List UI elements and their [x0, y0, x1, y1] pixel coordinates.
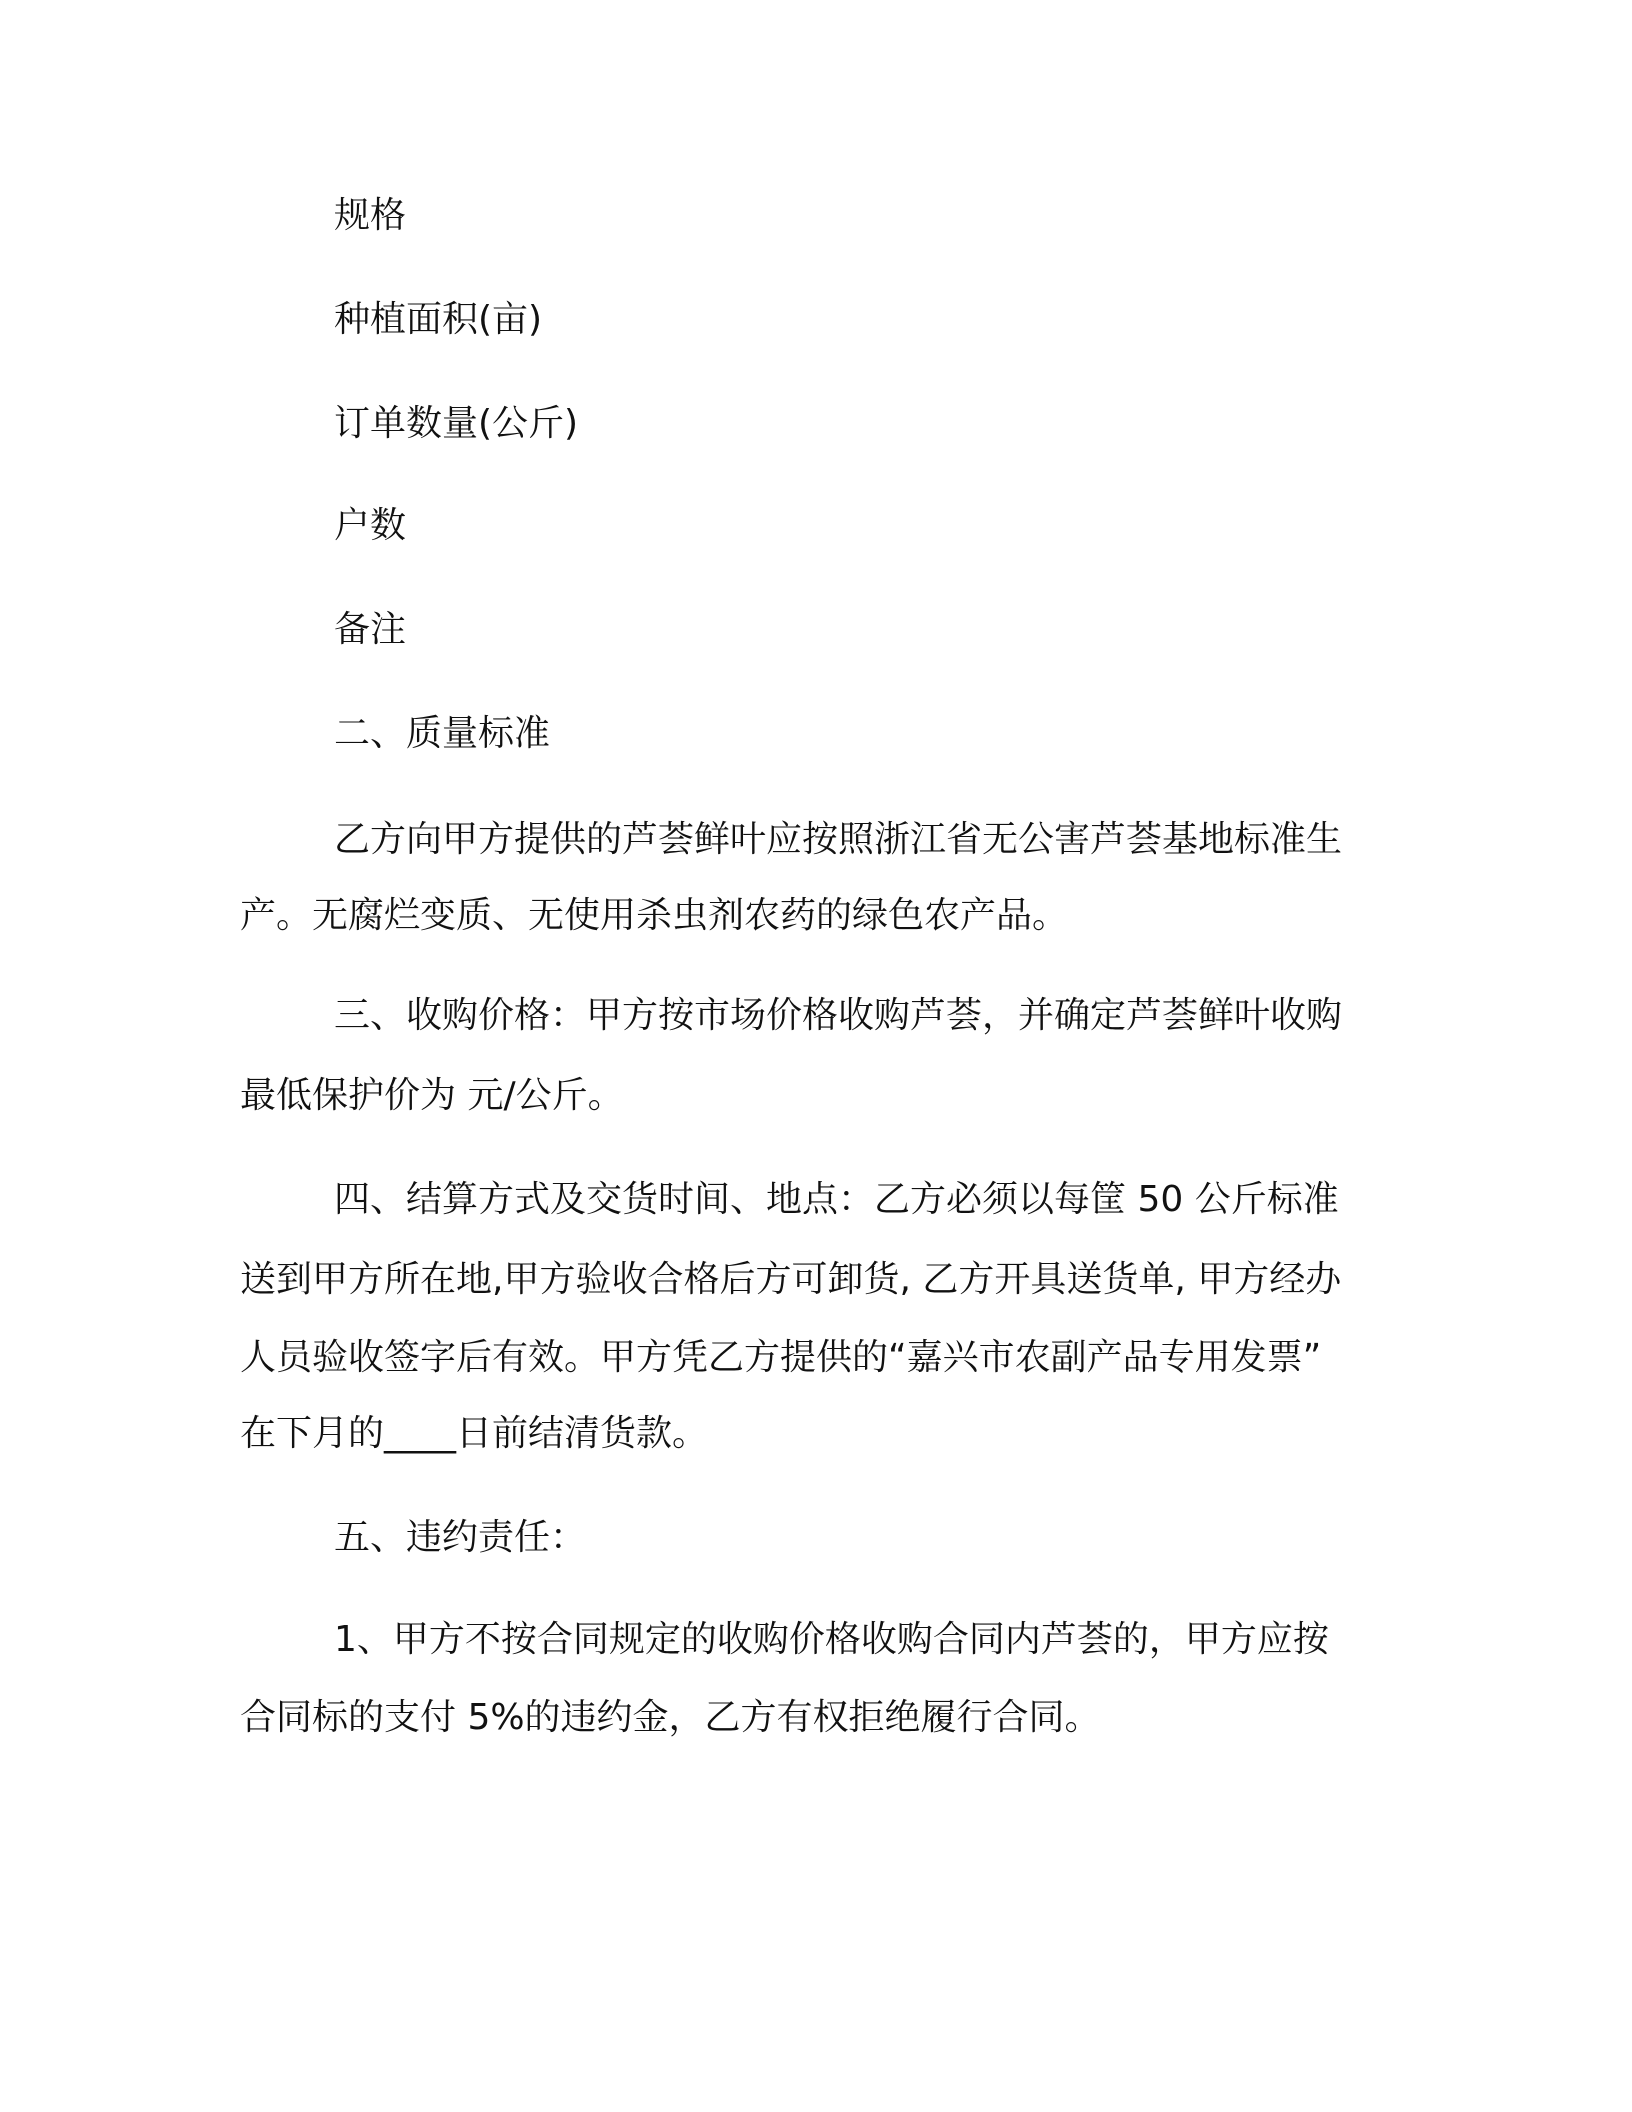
section-heading-quality: 二、质量标准 — [334, 713, 551, 754]
paragraph-price-line-1: 三、收购价格：甲方按市场价格收购芦荟，并确定芦荟鲜叶收购 — [334, 995, 1343, 1036]
paragraph-liability-item1-line-2: 合同标的支付 5%的违约金，乙方有权拒绝履行合同。 — [240, 1697, 1101, 1738]
field-remarks: 备注 — [334, 609, 407, 650]
paragraph-quality-line-1: 乙方向甲方提供的芦荟鲜叶应按照浙江省无公害芦荟基地标准生 — [334, 819, 1343, 860]
field-order-quantity: 订单数量(公斤) — [334, 403, 579, 444]
field-spec: 规格 — [334, 195, 407, 236]
paragraph-settlement-line-1: 四、结算方式及交货时间、地点：乙方必须以每筐 50 公斤标准 — [334, 1179, 1339, 1220]
paragraph-quality-line-2: 产。无腐烂变质、无使用杀虫剂农药的绿色农产品。 — [240, 895, 1069, 936]
paragraph-liability-item1-line-1: 1、甲方不按合同规定的收购价格收购合同内芦荟的，甲方应按 — [334, 1619, 1329, 1660]
section-heading-liability: 五、违约责任： — [334, 1517, 587, 1558]
paragraph-price-line-2: 最低保护价为 元/公斤。 — [240, 1075, 624, 1116]
field-planting-area: 种植面积(亩) — [334, 299, 543, 340]
paragraph-settlement-line-2: 送到甲方所在地,甲方验收合格后方可卸货, 乙方开具送货单, 甲方经办 — [240, 1259, 1342, 1300]
paragraph-settlement-line-3: 人员验收签字后有效。甲方凭乙方提供的“嘉兴市农副产品专用发票” — [240, 1337, 1322, 1378]
field-households: 户数 — [334, 505, 407, 546]
paragraph-settlement-line-4: 在下月的____日前结清货款。 — [240, 1413, 709, 1454]
